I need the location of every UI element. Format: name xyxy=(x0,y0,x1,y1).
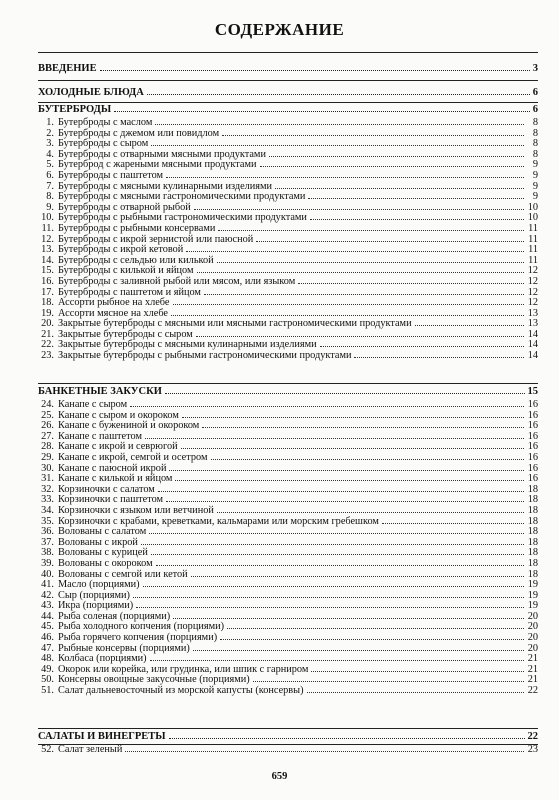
entry-page: 18 xyxy=(527,483,538,495)
entry-page: 23 xyxy=(527,744,538,755)
entry-title: Бутерброды с мясными гастрономическими продуктами xyxy=(58,191,306,203)
dot-leader xyxy=(310,219,524,220)
entry-title: Волованы с окороком xyxy=(58,557,153,569)
entry-number: 45. xyxy=(41,621,54,633)
entry-page: 18 xyxy=(527,526,538,538)
entry-page: 14 xyxy=(527,350,538,362)
entry-page: 20 xyxy=(527,632,538,644)
entry-page: 20 xyxy=(527,610,538,622)
divider xyxy=(38,102,538,103)
entry-title: Сыр (порциями) xyxy=(58,589,130,601)
dot-leader xyxy=(269,156,524,157)
entry-page: 18 xyxy=(527,504,538,516)
entry-number: 14. xyxy=(41,254,54,266)
dot-leader xyxy=(173,304,525,305)
dot-leader xyxy=(320,346,524,347)
entry-title: Бутерброды с джемом или повидлом xyxy=(58,127,220,139)
entry-title: Закрытые бутерброды с мясными или мясными гастрономическими продуктами xyxy=(58,318,412,330)
entry-number: 2. xyxy=(46,127,54,139)
dot-leader xyxy=(171,315,524,316)
toc-list-salads xyxy=(38,745,538,756)
entry-number: 25. xyxy=(41,409,54,421)
dot-leader xyxy=(298,283,524,284)
dot-leader xyxy=(275,188,524,189)
entry-title: Рыба холодного копчения (порциями) xyxy=(58,621,225,633)
section-heading-salads xyxy=(38,731,538,743)
entry-page: 9 xyxy=(532,191,538,203)
entry-title: Канапе с икрой, семгой и осетром xyxy=(58,451,208,463)
entry-title: Бутерброды с отварной рыбой xyxy=(58,201,191,213)
entry-title: Салат дальневосточный из морской капусты (консервы) xyxy=(58,685,304,697)
divider xyxy=(38,383,538,384)
entry-title: Канапе с бужениной и окороком xyxy=(58,420,200,432)
entry-number: 35. xyxy=(41,515,54,527)
toc-entry xyxy=(38,400,538,411)
entry-title: Бутерброды с маслом xyxy=(58,117,153,128)
section-label: БАНКЕТНЫЕ ЗАКУСКИ xyxy=(38,386,162,397)
entry-number: 32. xyxy=(41,483,54,495)
entry-page: 11 xyxy=(528,254,538,266)
entry-number: 15. xyxy=(41,265,54,277)
entry-page: 20 xyxy=(527,621,538,633)
entry-number: 44. xyxy=(41,610,54,622)
entry-title: Волованы с семгой или кетой xyxy=(58,568,188,580)
entry-page: 11 xyxy=(528,244,538,256)
entry-number: 34. xyxy=(41,504,54,516)
entry-page: 16 xyxy=(527,420,538,432)
entry-title: Канапе с паюсной икрой xyxy=(58,462,167,474)
entry-title: Бутерброды с паштетом xyxy=(58,169,164,181)
dot-leader xyxy=(211,459,525,460)
entry-page: 16 xyxy=(527,441,538,453)
divider xyxy=(38,728,538,729)
entry-number: 39. xyxy=(41,557,54,569)
entry-number: 9. xyxy=(46,201,54,213)
entry-page: 8 xyxy=(532,127,538,139)
toc-entry xyxy=(38,686,538,697)
divider xyxy=(38,52,538,53)
entry-page: 14 xyxy=(527,339,538,351)
entry-title: Корзиночки с языком или ветчиной xyxy=(58,504,214,516)
dot-leader xyxy=(133,597,524,598)
dot-leader xyxy=(158,491,524,492)
entry-number: 50. xyxy=(41,674,54,686)
dot-leader xyxy=(175,480,524,481)
dot-leader xyxy=(196,336,524,337)
section-label: БУТЕРБРОДЫ xyxy=(38,104,112,115)
entry-number: 12. xyxy=(41,233,54,245)
entry-page: 16 xyxy=(527,462,538,474)
dot-leader xyxy=(197,272,524,273)
entry-title: Бутерброды с рыбными гастрономическими продуктами xyxy=(58,212,307,224)
entry-page: 16 xyxy=(527,451,538,463)
entry-page: 16 xyxy=(527,399,538,410)
entry-number: 33. xyxy=(41,494,54,506)
toc-entry xyxy=(38,559,538,570)
dot-leader xyxy=(130,406,524,407)
entry-page: 19 xyxy=(527,589,538,601)
entry-page: 8 xyxy=(532,148,538,160)
entry-title: Корзиночки с паштетом xyxy=(58,494,164,506)
entry-number: 40. xyxy=(41,568,54,580)
section-page: 6 xyxy=(532,104,538,115)
page-number: 659 xyxy=(271,771,288,782)
entry-title: Бутерброды с килькой и яйцом xyxy=(58,265,194,277)
dot-leader xyxy=(415,325,524,326)
dot-leader xyxy=(165,393,525,394)
section-label: ХОЛОДНЫЕ БЛЮДА xyxy=(38,87,144,98)
entry-title: Рыбные консервы (порциями) xyxy=(58,642,190,654)
entry-title: Канапе с паштетом xyxy=(58,430,142,442)
entry-title: Волованы с салатом xyxy=(58,526,147,538)
entry-number: 41. xyxy=(41,579,54,591)
entry-title: Бутерброды с мясными кулинарными изделиями xyxy=(58,180,273,192)
entry-page: 9 xyxy=(532,180,538,192)
entry-number: 48. xyxy=(41,653,54,665)
entry-page: 18 xyxy=(527,557,538,569)
dot-leader xyxy=(256,241,524,242)
section-label: САЛАТЫ И ВИНЕГРЕТЫ xyxy=(38,731,166,742)
entry-number: 4. xyxy=(46,148,54,160)
entry-number: 42. xyxy=(41,589,54,601)
entry-title: Масло (порциями) xyxy=(58,579,140,591)
entry-number: 8. xyxy=(46,191,54,203)
dot-leader xyxy=(169,470,524,471)
entry-page: 16 xyxy=(527,409,538,421)
toc-list-banquet xyxy=(38,400,538,697)
entry-title: Закрытые бутерброды с мясными кулинарными изделиями xyxy=(58,339,317,351)
entry-title: Бутерброды с отварными мясными продуктами xyxy=(58,148,266,160)
entry-title: Волованы с икрой xyxy=(58,536,138,548)
section-page: 6 xyxy=(532,87,538,98)
dot-leader xyxy=(125,751,524,752)
entry-number: 26. xyxy=(41,420,54,432)
entry-title: Бутерброды с икрой кетовой xyxy=(58,244,184,256)
dot-leader xyxy=(156,565,524,566)
entry-title: Канапе с сыром xyxy=(58,399,128,410)
entry-page: 19 xyxy=(527,600,538,612)
section-heading-cold-dishes xyxy=(38,87,538,99)
entry-title: Канапе с сыром и окороком xyxy=(58,409,179,421)
dot-leader xyxy=(173,618,524,619)
dot-leader xyxy=(217,512,524,513)
dot-leader xyxy=(204,294,524,295)
entry-title: Ассорти рыбное на хлебе xyxy=(58,297,170,309)
entry-number: 17. xyxy=(41,286,54,298)
dot-leader xyxy=(186,251,524,252)
entry-page: 19 xyxy=(527,579,538,591)
dot-leader xyxy=(218,230,524,231)
dot-leader xyxy=(155,124,524,125)
dot-leader xyxy=(217,262,524,263)
entry-page: 20 xyxy=(527,642,538,654)
toc-entry xyxy=(38,118,538,129)
dot-leader xyxy=(307,692,524,693)
entry-title: Бутерброды с рыбными консервами xyxy=(58,222,216,234)
entry-page: 10 xyxy=(527,201,538,213)
entry-number: 52. xyxy=(41,744,54,755)
dot-leader xyxy=(354,357,524,358)
section-page: 3 xyxy=(532,63,538,74)
entry-page: 16 xyxy=(527,473,538,485)
section-label: ВВЕДЕНИЕ xyxy=(38,63,97,74)
entry-title: Волованы с курицей xyxy=(58,547,148,559)
toc-entry xyxy=(38,171,538,182)
entry-number: 1. xyxy=(46,117,54,128)
entry-page: 9 xyxy=(532,169,538,181)
entry-title: Бутерброд с жареными мясными продуктами xyxy=(58,159,257,171)
entry-page: 11 xyxy=(528,233,538,245)
entry-number: 24. xyxy=(41,399,54,410)
entry-page: 18 xyxy=(527,536,538,548)
entry-page: 13 xyxy=(527,307,538,319)
entry-title: Салат зеленый xyxy=(58,744,123,755)
dot-leader xyxy=(150,660,524,661)
entry-page: 8 xyxy=(532,117,538,128)
entry-number: 19. xyxy=(41,307,54,319)
entry-page: 10 xyxy=(527,212,538,224)
entry-number: 3. xyxy=(46,138,54,150)
entry-page: 16 xyxy=(527,430,538,442)
entry-title: Икра (порциями) xyxy=(58,600,134,612)
entry-title: Закрытые бутерброды с сыром xyxy=(58,328,193,340)
entry-number: 5. xyxy=(46,159,54,171)
entry-number: 47. xyxy=(41,642,54,654)
entry-number: 31. xyxy=(41,473,54,485)
entry-page: 12 xyxy=(527,297,538,309)
section-heading-intro xyxy=(38,63,538,75)
entry-page: 18 xyxy=(527,547,538,559)
entry-number: 13. xyxy=(41,244,54,256)
entry-page: 12 xyxy=(527,265,538,277)
entry-number: 20. xyxy=(41,318,54,330)
entry-title: Бутерброды с икрой зернистой или паюсной xyxy=(58,233,254,245)
dot-leader xyxy=(147,94,530,95)
entry-number: 18. xyxy=(41,297,54,309)
entry-title: Корзиночки с крабами, креветками, кальмарами или морским гребешком xyxy=(58,515,379,527)
dot-leader xyxy=(194,209,524,210)
entry-number: 37. xyxy=(41,536,54,548)
dot-leader xyxy=(166,501,524,502)
toc-entry xyxy=(38,506,538,517)
dot-leader xyxy=(166,177,524,178)
section-page: 15 xyxy=(527,386,538,397)
toc-entry xyxy=(38,453,538,464)
entry-page: 14 xyxy=(527,328,538,340)
dot-leader xyxy=(382,523,524,524)
dot-leader xyxy=(143,586,524,587)
entry-page: 22 xyxy=(527,685,538,697)
entry-page: 13 xyxy=(527,318,538,330)
entry-page: 12 xyxy=(527,286,538,298)
entry-title: Бутерброды с сыром xyxy=(58,138,149,150)
entry-number: 51. xyxy=(41,685,54,697)
entry-title: Бутерброды с паштетом и яйцом xyxy=(58,286,201,298)
entry-page: 8 xyxy=(532,138,538,150)
entry-title: Канапе с килькой и яйцом xyxy=(58,473,173,485)
entry-number: 30. xyxy=(41,462,54,474)
entry-number: 38. xyxy=(41,547,54,559)
entry-number: 7. xyxy=(46,180,54,192)
section-page: 22 xyxy=(527,731,538,742)
section-heading-banquet xyxy=(38,386,538,398)
dot-leader xyxy=(151,554,524,555)
entry-number: 23. xyxy=(41,350,54,362)
dot-leader xyxy=(220,639,524,640)
entry-page: 21 xyxy=(527,674,538,686)
entry-title: Закрытые бутерброды с рыбными гастрономическими продуктами xyxy=(58,350,352,362)
entry-number: 49. xyxy=(41,663,54,675)
entry-number: 28. xyxy=(41,441,54,453)
entry-title: Бутерброды с сельдью или килькой xyxy=(58,254,214,266)
dot-leader xyxy=(260,166,525,167)
entry-title: Рыба соленая (порциями) xyxy=(58,610,171,622)
entry-title: Консервы овощные закусочные (порциями) xyxy=(58,674,250,686)
toc-entry xyxy=(38,745,538,756)
dot-leader xyxy=(169,738,525,739)
entry-page: 21 xyxy=(527,663,538,675)
dot-leader xyxy=(202,427,524,428)
entry-page: 18 xyxy=(527,494,538,506)
toc-list-sandwiches xyxy=(38,118,538,362)
page-title: СОДЕРЖАНИЕ xyxy=(214,20,345,39)
dot-leader xyxy=(149,533,524,534)
entry-page: 12 xyxy=(527,275,538,287)
toc-entry xyxy=(38,351,538,362)
dot-leader xyxy=(253,681,524,682)
entry-page: 21 xyxy=(527,653,538,665)
entry-number: 43. xyxy=(41,600,54,612)
entry-number: 11. xyxy=(41,222,54,234)
entry-number: 36. xyxy=(41,526,54,538)
toc-entry xyxy=(38,277,538,288)
entry-title: Рыба горячего копчения (порциями) xyxy=(58,632,218,644)
entry-number: 21. xyxy=(41,328,54,340)
dot-leader xyxy=(227,628,524,629)
entry-page: 18 xyxy=(527,515,538,527)
dot-leader xyxy=(136,607,524,608)
entry-number: 10. xyxy=(41,212,54,224)
entry-title: Канапе с икрой и севрюгой xyxy=(58,441,178,453)
divider xyxy=(38,80,538,81)
entry-number: 27. xyxy=(41,430,54,442)
dot-leader xyxy=(222,135,524,136)
entry-number: 22. xyxy=(41,339,54,351)
entry-title: Корзиночки с салатом xyxy=(58,483,155,495)
dot-leader xyxy=(145,438,524,439)
entry-page: 11 xyxy=(528,222,538,234)
entry-number: 6. xyxy=(46,169,54,181)
entry-number: 29. xyxy=(41,451,54,463)
entry-number: 46. xyxy=(41,632,54,644)
toc-entry xyxy=(38,224,538,235)
entry-title: Колбаса (порциями) xyxy=(58,653,147,665)
dot-leader xyxy=(311,671,524,672)
dot-leader xyxy=(114,111,530,112)
section-heading-sandwiches xyxy=(38,104,538,116)
entry-title: Ассорти мясное на хлебе xyxy=(58,307,169,319)
dot-leader xyxy=(193,650,524,651)
dot-leader xyxy=(100,70,530,71)
entry-title: Окорок или корейка, или грудинка, или шпик с гарниром xyxy=(58,663,309,675)
dot-leader xyxy=(141,544,524,545)
entry-title: Бутерброды с заливной рыбой или мясом, или языком xyxy=(58,275,296,287)
entry-page: 9 xyxy=(532,159,538,171)
dot-leader xyxy=(191,576,524,577)
dot-leader xyxy=(151,145,524,146)
entry-page: 18 xyxy=(527,568,538,580)
entry-number: 16. xyxy=(41,275,54,287)
dot-leader xyxy=(182,417,524,418)
dot-leader xyxy=(181,448,524,449)
dot-leader xyxy=(308,198,524,199)
